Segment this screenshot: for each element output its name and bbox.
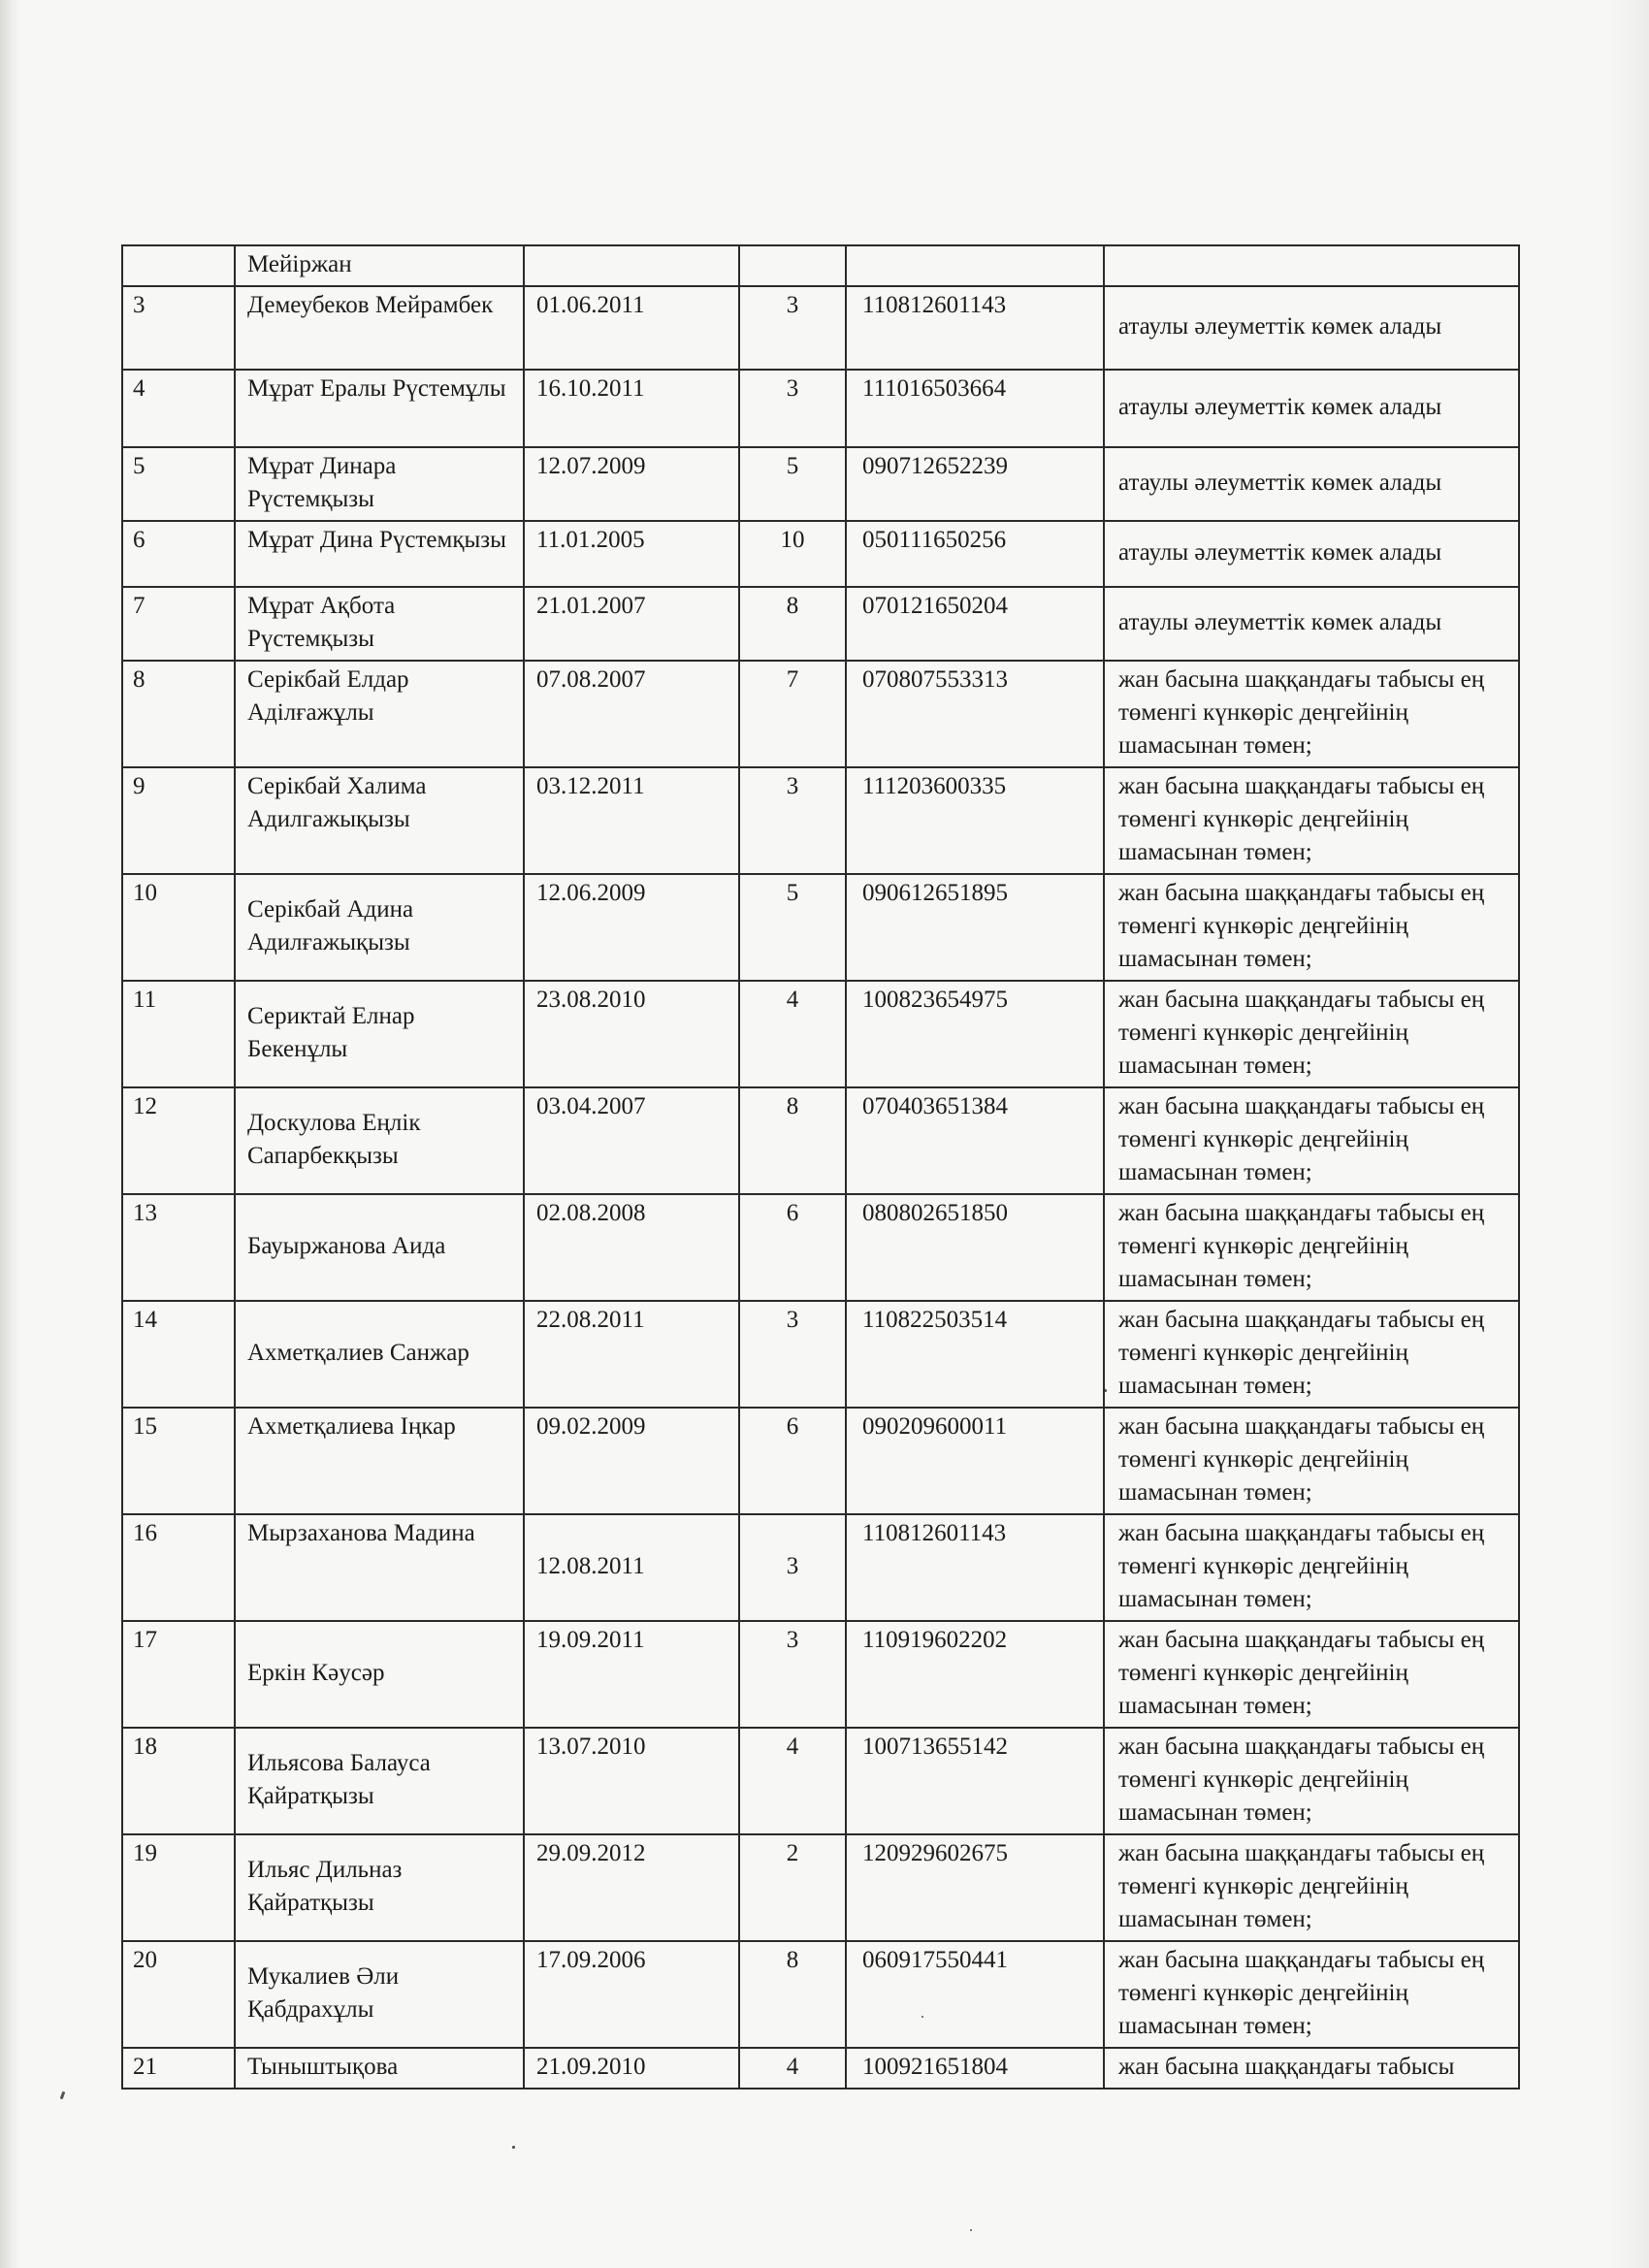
name-cell: Еркін Кәусәр: [235, 1621, 524, 1728]
birth-date-cell: 11.01.2005: [524, 521, 739, 587]
age-cell: 3: [739, 1621, 846, 1728]
note-cell: [1104, 245, 1519, 286]
birth-date-cell: 21.01.2007: [524, 587, 739, 661]
table-row: [122, 245, 1519, 286]
note-cell: жан басына шаққандағы табысы ең төменгі күнкөріс деңгейінің шамасынан төмен;: [1104, 1728, 1519, 1834]
name-cell: Доскулова Еңлік Сапарбекқызы: [235, 1087, 524, 1194]
table-row: [122, 1194, 1519, 1301]
note-cell: жан басына шаққандағы табысы ең төменгі күнкөріс деңгейінің шамасынан төмен;: [1104, 874, 1519, 981]
age-cell: 6: [739, 1194, 846, 1301]
name-cell: Мырзаханова Мадина: [235, 1514, 524, 1621]
age-cell: 4: [739, 1728, 846, 1834]
row-number-cell: 5: [122, 447, 235, 521]
row-number-cell: 8: [122, 661, 235, 767]
birth-date-cell: 12.06.2009: [524, 874, 739, 981]
birth-date-cell: 29.09.2012: [524, 1834, 739, 1941]
note-cell: жан басына шаққандағы табысы: [1104, 2048, 1519, 2089]
scan-shadow-right: [1610, 0, 1649, 2268]
name-cell: Ильяс Дильназ Қайратқызы: [235, 1834, 524, 1941]
iin-cell: 110812601143: [846, 286, 1104, 370]
birth-date-cell: 02.08.2008: [524, 1194, 739, 1301]
name-cell: Серікбай Адина Адилғажықызы: [235, 874, 524, 981]
age-cell: 5: [739, 874, 846, 981]
age-cell: 7: [739, 661, 846, 767]
row-number-cell: 12: [122, 1087, 235, 1194]
table-row: [122, 286, 1519, 370]
iin-cell: 100921651804: [846, 2048, 1104, 2089]
age-cell: [739, 245, 846, 286]
table-row: [122, 1514, 1519, 1621]
note-cell: жан басына шаққандағы табысы ең төменгі күнкөріс деңгейінің шамасынан төмен;: [1104, 1087, 1519, 1194]
table-row: [122, 767, 1519, 874]
name-cell: Ахметқалиев Санжар: [235, 1301, 524, 1408]
iin-cell: 110919602202: [846, 1621, 1104, 1728]
table-row: [122, 1941, 1519, 2048]
name-cell: Мұрат Ералы Рүстемұлы: [235, 370, 524, 447]
birth-date-cell: 17.09.2006: [524, 1941, 739, 2048]
note-cell: жан басына шаққандағы табысы ең төменгі күнкөріс деңгейінің шамасынан төмен;: [1104, 1621, 1519, 1728]
age-cell: 3: [739, 286, 846, 370]
note-cell: жан басына шаққандағы табысы ең төменгі күнкөріс деңгейінің шамасынан төмен;: [1104, 1194, 1519, 1301]
name-cell: Ахметқалиева Іңкар: [235, 1408, 524, 1514]
scan-speck: [512, 2146, 515, 2149]
table-row: [122, 587, 1519, 661]
beneficiary-table: [121, 244, 1520, 2090]
age-cell: 3: [739, 1514, 846, 1621]
name-cell: Серікбай Елдар Аділғажұлы: [235, 661, 524, 767]
note-cell: атаулы әлеуметтік көмек алады: [1104, 370, 1519, 447]
iin-cell: 120929602675: [846, 1834, 1104, 1941]
table-row: [122, 2048, 1519, 2089]
iin-cell: 070807553313: [846, 661, 1104, 767]
table-row: [122, 1087, 1519, 1194]
birth-date-cell: 13.07.2010: [524, 1728, 739, 1834]
birth-date-cell: 03.12.2011: [524, 767, 739, 874]
birth-date-cell: 23.08.2010: [524, 981, 739, 1087]
row-number-cell: 21: [122, 2048, 235, 2089]
note-cell: жан басына шаққандағы табысы ең төменгі күнкөріс деңгейінің шамасынан төмен;: [1104, 981, 1519, 1087]
age-cell: 3: [739, 370, 846, 447]
row-number-cell: 13: [122, 1194, 235, 1301]
scan-speck: [60, 2091, 66, 2100]
note-cell: жан басына шаққандағы табысы ең төменгі күнкөріс деңгейінің шамасынан төмен;: [1104, 1834, 1519, 1941]
iin-cell: 080802651850: [846, 1194, 1104, 1301]
age-cell: 3: [739, 767, 846, 874]
iin-cell: 090209600011: [846, 1408, 1104, 1514]
name-cell: Мұрат Динара Рүстемқызы: [235, 447, 524, 521]
iin-cell: 060917550441: [846, 1941, 1104, 2048]
name-cell: Ильясова Балауса Қайратқызы: [235, 1728, 524, 1834]
age-cell: 2: [739, 1834, 846, 1941]
birth-date-cell: 16.10.2011: [524, 370, 739, 447]
row-number-cell: 4: [122, 370, 235, 447]
name-cell: Мұрат Ақбота Рүстемқызы: [235, 587, 524, 661]
age-cell: 8: [739, 1087, 846, 1194]
birth-date-cell: [524, 245, 739, 286]
iin-cell: 100713655142: [846, 1728, 1104, 1834]
note-cell: жан басына шаққандағы табысы ең төменгі күнкөріс деңгейінің шамасынан төмен;: [1104, 1941, 1519, 2048]
iin-cell: 111016503664: [846, 370, 1104, 447]
birth-date-cell: 09.02.2009: [524, 1408, 739, 1514]
age-cell: 5: [739, 447, 846, 521]
birth-date-cell: 12.07.2009: [524, 447, 739, 521]
note-cell: атаулы әлеуметтік көмек алады: [1104, 521, 1519, 587]
note-cell: жан басына шаққандағы табысы ең төменгі күнкөріс деңгейінің шамасынан төмен;: [1104, 767, 1519, 874]
iin-cell: [846, 245, 1104, 286]
row-number-cell: 6: [122, 521, 235, 587]
age-cell: 6: [739, 1408, 846, 1514]
name-cell: Мукалиев Әли Қабдрахұлы: [235, 1941, 524, 2048]
table-row: [122, 1408, 1519, 1514]
note-cell: атаулы әлеуметтік көмек алады: [1104, 286, 1519, 370]
table-row: [122, 1621, 1519, 1728]
table-row: [122, 447, 1519, 521]
scan-shadow-left: [0, 0, 21, 2268]
birth-date-cell: 01.06.2011: [524, 286, 739, 370]
name-cell: Тыныштықова: [235, 2048, 524, 2089]
iin-cell: 070121650204: [846, 587, 1104, 661]
note-cell: атаулы әлеуметтік көмек алады: [1104, 447, 1519, 521]
table-body: [122, 245, 1519, 2089]
iin-cell: 100823654975: [846, 981, 1104, 1087]
iin-cell: 050111650256: [846, 521, 1104, 587]
table-row: [122, 370, 1519, 447]
name-cell: Серікбай Халима Адилгажықызы: [235, 767, 524, 874]
name-cell: Мұрат Дина Рүстемқызы: [235, 521, 524, 587]
row-number-cell: 19: [122, 1834, 235, 1941]
scan-speck: [970, 2229, 972, 2231]
table-row: [122, 981, 1519, 1087]
row-number-cell: 15: [122, 1408, 235, 1514]
table-row: [122, 1834, 1519, 1941]
note-cell: жан басына шаққандағы табысы ең төменгі күнкөріс деңгейінің шамасынан төмен;: [1104, 1301, 1519, 1408]
row-number-cell: 17: [122, 1621, 235, 1728]
birth-date-cell: 22.08.2011: [524, 1301, 739, 1408]
row-number-cell: 10: [122, 874, 235, 981]
row-number-cell: 11: [122, 981, 235, 1087]
name-cell: Сериктай Елнар Бекенұлы: [235, 981, 524, 1087]
row-number-cell: 20: [122, 1941, 235, 2048]
age-cell: 8: [739, 587, 846, 661]
row-number-cell: [122, 245, 235, 286]
age-cell: 10: [739, 521, 846, 587]
iin-cell: 111203600335: [846, 767, 1104, 874]
row-number-cell: 16: [122, 1514, 235, 1621]
row-number-cell: 7: [122, 587, 235, 661]
iin-cell: 070403651384: [846, 1087, 1104, 1194]
note-cell: атаулы әлеуметтік көмек алады: [1104, 587, 1519, 661]
table-row: [122, 874, 1519, 981]
age-cell: 3: [739, 1301, 846, 1408]
iin-cell: 110812601143: [846, 1514, 1104, 1621]
name-cell: Мейіржан: [235, 245, 524, 286]
note-cell: жан басына шаққандағы табысы ең төменгі күнкөріс деңгейінің шамасынан төмен;: [1104, 661, 1519, 767]
age-cell: 4: [739, 981, 846, 1087]
table-row: [122, 1728, 1519, 1834]
name-cell: Демеубеков Мейрамбек: [235, 286, 524, 370]
row-number-cell: 14: [122, 1301, 235, 1408]
age-cell: 8: [739, 1941, 846, 2048]
table-row: [122, 521, 1519, 587]
birth-date-cell: 07.08.2007: [524, 661, 739, 767]
table-row: [122, 1301, 1519, 1408]
birth-date-cell: 21.09.2010: [524, 2048, 739, 2089]
iin-cell: 090612651895: [846, 874, 1104, 981]
note-cell: жан басына шаққандағы табысы ең төменгі күнкөріс деңгейінің шамасынан төмен;: [1104, 1408, 1519, 1514]
name-cell: Бауыржанова Аида: [235, 1194, 524, 1301]
age-cell: 4: [739, 2048, 846, 2089]
row-number-cell: 9: [122, 767, 235, 874]
birth-date-cell: 19.09.2011: [524, 1621, 739, 1728]
birth-date-cell: 03.04.2007: [524, 1087, 739, 1194]
row-number-cell: 3: [122, 286, 235, 370]
row-number-cell: 18: [122, 1728, 235, 1834]
iin-cell: 090712652239: [846, 447, 1104, 521]
table-row: [122, 661, 1519, 767]
birth-date-cell: 12.08.2011: [524, 1514, 739, 1621]
iin-cell: 110822503514: [846, 1301, 1104, 1408]
note-cell: жан басына шаққандағы табысы ең төменгі күнкөріс деңгейінің шамасынан төмен;: [1104, 1514, 1519, 1621]
